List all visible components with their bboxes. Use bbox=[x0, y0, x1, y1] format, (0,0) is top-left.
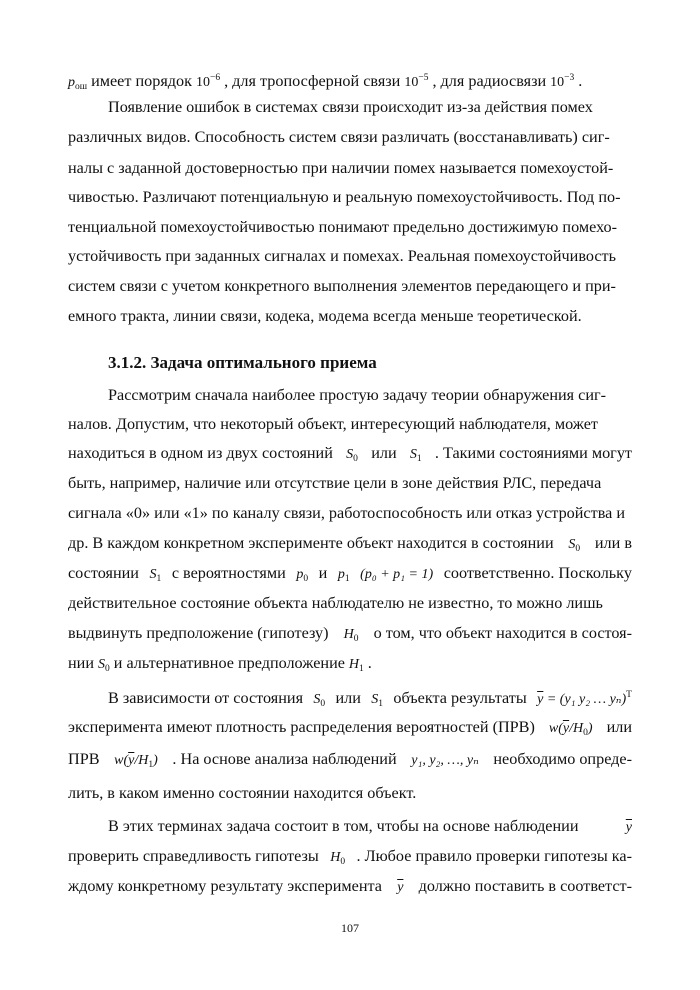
paragraph-line: состоянии $S_1$ с вероятностями $p_0$ и $p_1$ (p₀ + p₁ = 1) соответственно. Поскольку bbox=[68, 562, 632, 584]
paragraph-line: ПРВ $w(\overline{y}/H_1)$ . На основе анализа наблюдений y₁, y₂, …, yₙ необходимо опреде- bbox=[68, 748, 632, 770]
paragraph-line: В этих терминах задача состоит в том, чтобы на основе наблюдении $\overline{y}$ bbox=[108, 815, 632, 837]
math-10e-5: $10^{-5}$ bbox=[404, 73, 429, 90]
paragraph-line: различных видов. Способность систем связи различать (восстанавливать) сиг- bbox=[68, 128, 610, 146]
paragraph-line: др. В каждом конкретном эксперименте объект находится в состоянии $S_0$ или в bbox=[68, 532, 632, 554]
math-H1: $H_1$ bbox=[348, 657, 364, 674]
section-heading: 3.1.2. Задача оптимального приема bbox=[108, 353, 377, 372]
paragraph-line: Появление ошибок в системах связи происходит из-за действия помех bbox=[108, 98, 593, 116]
math-10e-6: $10^{-6}$ bbox=[195, 73, 221, 90]
paragraph-line: сигнала «0» или «1» по каналу связи, работоспособность или отказ устройства и bbox=[68, 504, 626, 522]
math-ybar: $\overline{y}$ bbox=[625, 820, 632, 835]
paragraph-line: быть, например, наличие или отсутствие цели в зоне действия РЛС, передача bbox=[68, 474, 602, 492]
math-S1: $S_1$ bbox=[371, 692, 384, 709]
math-p-osh: $p_{ош}$ bbox=[68, 75, 88, 92]
paragraph-line: проверить справедливость гипотезы $H_0$ . Любое правило проверки гипотезы ка- bbox=[68, 845, 632, 867]
math-pdf-H0: $w(\overline{y}/H_0)$ bbox=[548, 721, 593, 738]
math-S0: $S_0$ bbox=[346, 447, 358, 464]
math-10e-3: $10^{-3}$ bbox=[550, 73, 575, 90]
paragraph-line: налов. Допустим, что некоторый объект, интересующий наблюдателя, может bbox=[68, 415, 599, 433]
paragraph-line: систем связи с учетом конкретного выполнения элементов передающего и при- bbox=[68, 277, 616, 295]
math-prob-sum: (p₀ + p₁ = 1) bbox=[360, 567, 434, 582]
math-S0: $S_0$ bbox=[98, 657, 110, 674]
text-line: $p_{ош}$ имеет порядок $10^{-6}$ , для тропосферной связи $10^{-5}$ , для радиосвязи $10^{-3}$ . bbox=[68, 67, 632, 89]
paragraph-line: действительное состояние объекта наблюдателю не известно, то можно лишь bbox=[68, 594, 603, 612]
paragraph-line: ждому конкретному результату эксперимента $\overline{y}$ должно поставить в соответст- bbox=[68, 875, 632, 897]
paragraph-line: находиться в одном из двух состояний $S_0$ или $S_1$ . Такими состояниями могут bbox=[68, 442, 632, 464]
paragraph-line: чивостью. Различают потенциальную и реальную помехоустойчивость. Под по- bbox=[68, 188, 621, 206]
math-H0: $H_0$ bbox=[330, 850, 346, 867]
math-H0: $H_0$ bbox=[343, 627, 359, 644]
math-observations: y₁, y₂, …, yₙ bbox=[411, 753, 479, 768]
paragraph-line: устойчивость при заданных сигналах и помехах. Реальная помехоустойчивость bbox=[68, 247, 617, 265]
paragraph-line: В зависимости от состояния $S_0$ или $S_1$ объекта результаты $\overline{y} = (y_1$ y₂ … yₙ)$^T$ bbox=[108, 684, 632, 706]
paragraph-line: тенциальной помехоустойчивостью понимают предельно достижимую помехо- bbox=[68, 218, 618, 236]
math-p1: $p_1$ bbox=[337, 567, 350, 584]
paragraph-line: эксперимента имеют плотность распределения вероятностей (ПРВ) $w(\overline{y}/H_0)$ или bbox=[68, 716, 632, 738]
math-S1: $S_1$ bbox=[149, 567, 162, 584]
math-S0: $S_0$ bbox=[568, 537, 581, 554]
paragraph-line: лить, в каком именно состоянии находится объект. bbox=[68, 784, 417, 802]
paragraph-line: емного тракта, линии связи, кодека, модема всегда меньше теоретической. bbox=[68, 307, 582, 325]
math-pdf-H1: $w(\overline{y}/H_1)$ bbox=[114, 753, 158, 770]
math-ybar-definition: $\overline{y} = (y_1$ y₂ … yₙ)$^T$ bbox=[537, 690, 632, 707]
math-ybar: $\overline{y}$ bbox=[397, 880, 404, 895]
paragraph-line: Рассмотрим сначала наиболее простую задачу теории обнаружения сиг- bbox=[108, 386, 607, 404]
math-p0: $p_0$ bbox=[296, 567, 309, 584]
paragraph-line: выдвинуть предположение (гипотезу) $H_0$ о том, что объект находится в состоя- bbox=[68, 622, 632, 644]
math-S0: $S_0$ bbox=[313, 692, 326, 709]
page-number: 107 bbox=[341, 921, 359, 935]
math-S1: $S_1$ bbox=[409, 447, 422, 464]
paragraph-line: налы с заданной достоверностью при наличии помех называется помехоустой- bbox=[68, 159, 614, 177]
paragraph-line: нии $S_0$ и альтернативное предположение $H_1$ . bbox=[68, 652, 632, 674]
